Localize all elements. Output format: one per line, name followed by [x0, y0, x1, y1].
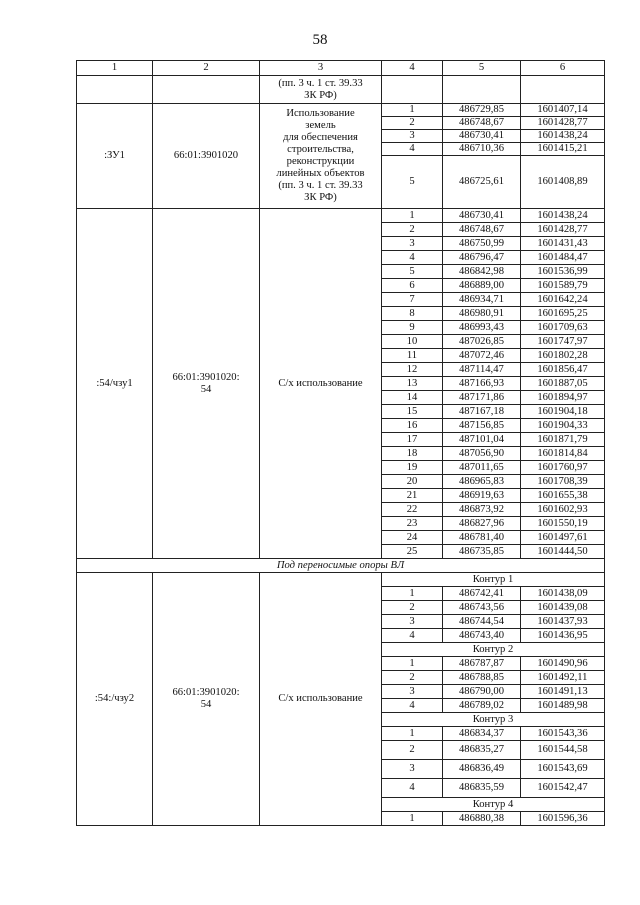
contour-label: Контур 3: [382, 713, 605, 727]
coord-y: 1601655,38: [521, 489, 605, 503]
coord-y: 1601415,21: [521, 143, 605, 156]
point-number: 1: [382, 104, 443, 117]
coord-x: 486789,02: [443, 699, 521, 713]
point-number: 16: [382, 419, 443, 433]
coord-x: 486750,99: [443, 237, 521, 251]
coord-y: 1601695,25: [521, 307, 605, 321]
coord-y: 1601856,47: [521, 363, 605, 377]
coord-y: 1601814,84: [521, 447, 605, 461]
coord-y: 1601708,39: [521, 475, 605, 489]
coord-x: 486742,41: [443, 587, 521, 601]
column-header: 3: [260, 61, 382, 76]
header-row: [77, 61, 605, 76]
coord-x: 486836,49: [443, 760, 521, 779]
point-number: 5: [382, 156, 443, 209]
point-number: 4: [382, 143, 443, 156]
coord-x: 486748,67: [443, 117, 521, 130]
coord-x: 487156,85: [443, 419, 521, 433]
point-number: 1: [382, 587, 443, 601]
section-title: Под переносимые опоры ВЛ: [77, 559, 605, 573]
coord-y: 1601497,61: [521, 531, 605, 545]
coord-x: 486725,61: [443, 156, 521, 209]
coord-x: 486729,85: [443, 104, 521, 117]
section-row: [77, 559, 605, 573]
point-number: 20: [382, 475, 443, 489]
point-number: 2: [382, 117, 443, 130]
coord-y: 1601439,08: [521, 601, 605, 615]
purpose-cell: С/х использование: [260, 209, 382, 559]
point-number: 8: [382, 307, 443, 321]
coord-y: 1601894,97: [521, 391, 605, 405]
coord-y: 1601887,05: [521, 377, 605, 391]
point-number: 1: [382, 657, 443, 671]
coord-x: 486842,98: [443, 265, 521, 279]
page-number: 58: [312, 32, 328, 48]
coord-y: 1601904,18: [521, 405, 605, 419]
coord-x: 486873,92: [443, 503, 521, 517]
coord-y: 1601904,33: [521, 419, 605, 433]
coord-y: 1601438,24: [521, 130, 605, 143]
coord-y: 1601747,97: [521, 335, 605, 349]
point-number: 2: [382, 223, 443, 237]
point-number: 4: [382, 779, 443, 798]
coord-x: 486730,41: [443, 209, 521, 223]
purpose-cell: Использование земель для обеспечения строительства, реконструкции линейных объектов (пп. 3 ч. 1 ст. 39.33 ЗК РФ): [260, 104, 382, 209]
coord-y: 1601431,43: [521, 237, 605, 251]
point-number: 1: [382, 812, 443, 826]
designation-cell: :54:/чзу2: [77, 573, 153, 826]
coord-x: 486993,43: [443, 321, 521, 335]
coord-y: 1601760,97: [521, 461, 605, 475]
coord-x: 487166,93: [443, 377, 521, 391]
point-number: 17: [382, 433, 443, 447]
coord-y: 1601491,13: [521, 685, 605, 699]
coord-y: 1601438,09: [521, 587, 605, 601]
coord-y: 1601544,58: [521, 741, 605, 760]
coord-y: 1601438,24: [521, 209, 605, 223]
designation-cell: :ЗУ1: [77, 104, 153, 209]
designation-cell: :54/чзу1: [77, 209, 153, 559]
point-number: 13: [382, 377, 443, 391]
coord-y: 1601602,93: [521, 503, 605, 517]
contour-label: Контур 2: [382, 643, 605, 657]
coord-y: 1601709,63: [521, 321, 605, 335]
table-row: [77, 104, 605, 117]
coord-x: 486744,54: [443, 615, 521, 629]
contour-label: Контур 4: [382, 798, 605, 812]
coord-y: 1601407,14: [521, 104, 605, 117]
coord-x: 486827,96: [443, 517, 521, 531]
table-cell: [77, 76, 153, 104]
coord-x: 487114,47: [443, 363, 521, 377]
coordinates-table: [76, 60, 605, 826]
column-header: 4: [382, 61, 443, 76]
coord-x: 486735,85: [443, 545, 521, 559]
coord-y: 1601490,96: [521, 657, 605, 671]
coord-x: 486730,41: [443, 130, 521, 143]
coord-x: 487101,04: [443, 433, 521, 447]
point-number: 22: [382, 503, 443, 517]
coord-y: 1601543,36: [521, 727, 605, 741]
point-number: 3: [382, 237, 443, 251]
coord-y: 1601489,98: [521, 699, 605, 713]
coord-x: 486834,37: [443, 727, 521, 741]
coord-y: 1601484,47: [521, 251, 605, 265]
coord-x: 487011,65: [443, 461, 521, 475]
coord-y: 1601596,36: [521, 812, 605, 826]
column-header: 1: [77, 61, 153, 76]
contour-row: [77, 573, 605, 587]
coord-y: 1601428,77: [521, 117, 605, 130]
coord-y: 1601437,93: [521, 615, 605, 629]
coord-y: 1601536,99: [521, 265, 605, 279]
coord-x: 486889,00: [443, 279, 521, 293]
coord-x: 487171,86: [443, 391, 521, 405]
point-number: 4: [382, 251, 443, 265]
table-cell: [521, 76, 605, 104]
coord-y: 1601550,19: [521, 517, 605, 531]
coord-x: 487056,90: [443, 447, 521, 461]
point-number: 21: [382, 489, 443, 503]
point-number: 3: [382, 615, 443, 629]
column-header: 2: [153, 61, 260, 76]
coord-x: 486835,27: [443, 741, 521, 760]
column-header: 6: [521, 61, 605, 76]
point-number: 2: [382, 601, 443, 615]
point-number: 10: [382, 335, 443, 349]
point-number: 12: [382, 363, 443, 377]
coord-y: 1601542,47: [521, 779, 605, 798]
cadastral-cell: 66:01:3901020: 54: [153, 209, 260, 559]
coord-x: 487072,46: [443, 349, 521, 363]
point-number: 24: [382, 531, 443, 545]
coord-x: 486880,38: [443, 812, 521, 826]
point-number: 15: [382, 405, 443, 419]
coord-y: 1601428,77: [521, 223, 605, 237]
coord-x: 486796,47: [443, 251, 521, 265]
point-number: 1: [382, 727, 443, 741]
column-header: 5: [443, 61, 521, 76]
coord-y: 1601642,24: [521, 293, 605, 307]
coord-y: 1601444,50: [521, 545, 605, 559]
point-number: 3: [382, 685, 443, 699]
point-number: 6: [382, 279, 443, 293]
point-number: 4: [382, 629, 443, 643]
point-number: 14: [382, 391, 443, 405]
coord-x: 486919,63: [443, 489, 521, 503]
coord-y: 1601802,28: [521, 349, 605, 363]
point-number: 2: [382, 671, 443, 685]
coord-x: 486743,56: [443, 601, 521, 615]
coord-x: 486965,83: [443, 475, 521, 489]
table-cell: [153, 76, 260, 104]
coord-x: 486788,85: [443, 671, 521, 685]
coord-x: 486781,40: [443, 531, 521, 545]
point-number: 23: [382, 517, 443, 531]
cadastral-cell: 66:01:3901020: [153, 104, 260, 209]
point-number: 4: [382, 699, 443, 713]
coord-x: 486934,71: [443, 293, 521, 307]
point-number: 2: [382, 741, 443, 760]
point-number: 11: [382, 349, 443, 363]
coord-y: 1601436,95: [521, 629, 605, 643]
point-number: 3: [382, 760, 443, 779]
table-cell: [443, 76, 521, 104]
coord-x: 486710,36: [443, 143, 521, 156]
point-number: 1: [382, 209, 443, 223]
coord-x: 486835,59: [443, 779, 521, 798]
point-number: 9: [382, 321, 443, 335]
point-number: 25: [382, 545, 443, 559]
table-cell: [382, 76, 443, 104]
coord-y: 1601543,69: [521, 760, 605, 779]
continuation-row: [77, 76, 605, 104]
coord-x: 486790,00: [443, 685, 521, 699]
coord-x: 486980,91: [443, 307, 521, 321]
coord-y: 1601871,79: [521, 433, 605, 447]
point-number: 18: [382, 447, 443, 461]
coord-x: 486748,67: [443, 223, 521, 237]
cadastral-cell: 66:01:3901020: 54: [153, 573, 260, 826]
coord-x: 487167,18: [443, 405, 521, 419]
point-number: 3: [382, 130, 443, 143]
coord-y: 1601408,89: [521, 156, 605, 209]
coord-x: 486787,87: [443, 657, 521, 671]
coord-x: 486743,40: [443, 629, 521, 643]
contour-label: Контур 1: [382, 573, 605, 587]
purpose-cell: С/х использование: [260, 573, 382, 826]
coord-x: 487026,85: [443, 335, 521, 349]
coord-y: 1601492,11: [521, 671, 605, 685]
point-number: 19: [382, 461, 443, 475]
purpose-cell: (пп. 3 ч. 1 ст. 39.33 ЗК РФ): [260, 76, 382, 104]
coord-y: 1601589,79: [521, 279, 605, 293]
point-number: 7: [382, 293, 443, 307]
point-number: 5: [382, 265, 443, 279]
table-row: [77, 209, 605, 223]
